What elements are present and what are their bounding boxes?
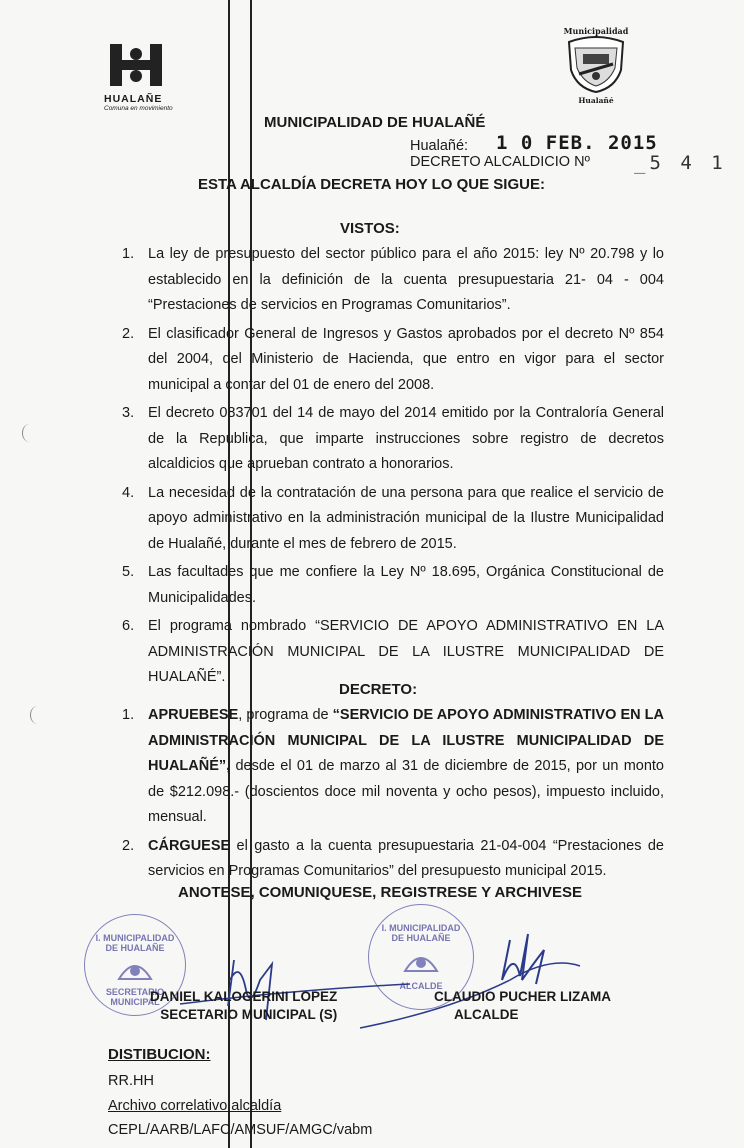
logo-name: HUALAÑE [104, 93, 163, 105]
punch-hole [22, 424, 37, 442]
list-item [122, 481, 664, 558]
mayor-signature [434, 988, 611, 1024]
item-lead: APRUEBESE [148, 707, 239, 723]
item-text: el gasto a la cuenta presupuestaria 21-04-004 “Prestaciones de servicios en Programas Comunitarios” del presupuesto municipal 2015. [148, 837, 664, 879]
item-number: 5. [122, 564, 135, 580]
item-number: 6. [122, 618, 135, 634]
item-lead: CÁRGUESE [148, 837, 231, 854]
distribution-line: RR.HH [108, 1073, 154, 1089]
stamp-text: ALCALDE [399, 981, 443, 991]
item-text: , programa de [238, 707, 333, 723]
page-title: MUNICIPALIDAD DE HUALAÑÉ [264, 114, 486, 131]
item-text: El clasificador General de Ingresos y Gastos aprobados por el decreto Nº 854 del 2004, del Ministerio de Hacienda, que entro en vigor para el sector municipal a contar del 01 de enero del 2008. [148, 325, 664, 393]
item-number: 1. [122, 707, 135, 723]
distribution-line: CEPL/AARB/LAFC/AMSUF/AMGC/vabm [108, 1122, 373, 1138]
program-name: “SERVICIO DE APOYO ADMINISTRATIVO EN LA ADMINISTRACIÓN MUNICIPAL DE LA ILUSTRE MUNICIPALIDAD DE HUALAÑÉ”, [148, 707, 664, 774]
item-number: 3. [122, 405, 135, 421]
item-number: 4. [122, 484, 135, 501]
distribution-title: DISTIBUCION: [108, 1046, 211, 1063]
list-item [122, 560, 664, 611]
decree-number: _5 4 1 [634, 152, 727, 174]
item-text: La ley de presupuesto del sector público para el año 2015: ley Nº 20.798 y lo establecido en la definición de la cuenta presupuestaria 21- 04 - 004 “Prestaciones de servicios en Programas Comunitarios”. [148, 246, 664, 313]
secretary-signature [150, 988, 337, 1024]
place-label: Hualañé: [410, 138, 469, 154]
hualane-logo [104, 42, 214, 112]
list-item [122, 834, 664, 885]
item-text: La necesidad de la contratación de una persona para que realice el servicio de apoyo administrativo en la administración municipal de la Ilustre Municipalidad de Hualañé, durante el mes de febrero de 2015. [148, 484, 664, 552]
decreto-heading: DECRETO: [339, 681, 418, 698]
stamp-text: SECRETARIO MUNICIPAL [105, 987, 165, 1007]
mayor-name: CLAUDIO PUCHER LIZAMA [434, 989, 611, 1004]
list-item [122, 242, 664, 319]
coat-of-arms [558, 26, 634, 112]
decree-label: DECRETO ALCALDICIO Nº [410, 154, 590, 170]
shield-icon [563, 36, 629, 94]
secretary-name: DANIEL KALOGERINI LOPEZ [150, 989, 338, 1004]
list-item [122, 401, 664, 478]
list-item [122, 703, 664, 831]
item-text: Las facultades que me confiere la Ley Nº 18.695, Orgánica Constitucional de Municipalidades. [148, 564, 664, 606]
item-number: 1. [122, 246, 135, 262]
item-number: 2. [122, 325, 135, 342]
closing-statement: ANOTESE, COMUNIQUESE, REGISTRESE Y ARCHIVESE [178, 884, 582, 901]
list-item [122, 614, 664, 691]
distribution-line: Archivo correlativo alcaldía [108, 1098, 282, 1114]
coat-of-arms-arch: Municipalidad [563, 26, 629, 36]
secretary-role: SECETARIO MUNICIPAL (S) [160, 1007, 338, 1022]
date-stamp: 1 0 FEB. 2015 [496, 132, 658, 154]
stamp-text: I. MUNICIPALIDAD DE HUALAÑE [381, 923, 461, 943]
item-text: El decreto 083701 del 14 de mayo del 2014 emitido por la Contraloría General de la Republica, que imparte instrucciones sobre registro de decretos alcaldicios que aprueban contrato a honorarios. [148, 405, 664, 472]
mayor-role: ALCALDE [454, 1007, 519, 1022]
item-text: desde el 01 de marzo al 31 de diciembre de 2015, por un monto de $212.098.- (doscientos doce mil noventa y ocho pesos), impuesto incluido, mensual. [148, 758, 664, 825]
coat-of-arms-foot: Hualañé [578, 96, 614, 105]
hualane-logo-icon [108, 42, 164, 88]
vistos-list [122, 242, 664, 691]
decree-number-value: 5 4 1 [649, 152, 727, 174]
vistos-heading: VISTOS: [340, 220, 400, 237]
punch-hole [30, 706, 45, 724]
stamp-text: I. MUNICIPALIDAD DE HUALAÑE [95, 933, 175, 953]
decreto-list [122, 703, 664, 885]
logo-slogan: Comuna en movimiento [104, 105, 173, 112]
emblem-icon [115, 953, 155, 983]
list-item [122, 322, 664, 399]
item-number: 2. [122, 837, 135, 854]
intro-statement: ESTA ALCALDÍA DECRETA HOY LO QUE SIGUE: [198, 176, 545, 193]
item-text: El programa nombrado “SERVICIO DE APOYO ADMINISTRATIVO EN LA ADMINISTRACIÓN MUNICIPAL DE LA ILUSTRE MUNICIPALIDAD DE HUALAÑÉ”. [148, 618, 664, 685]
